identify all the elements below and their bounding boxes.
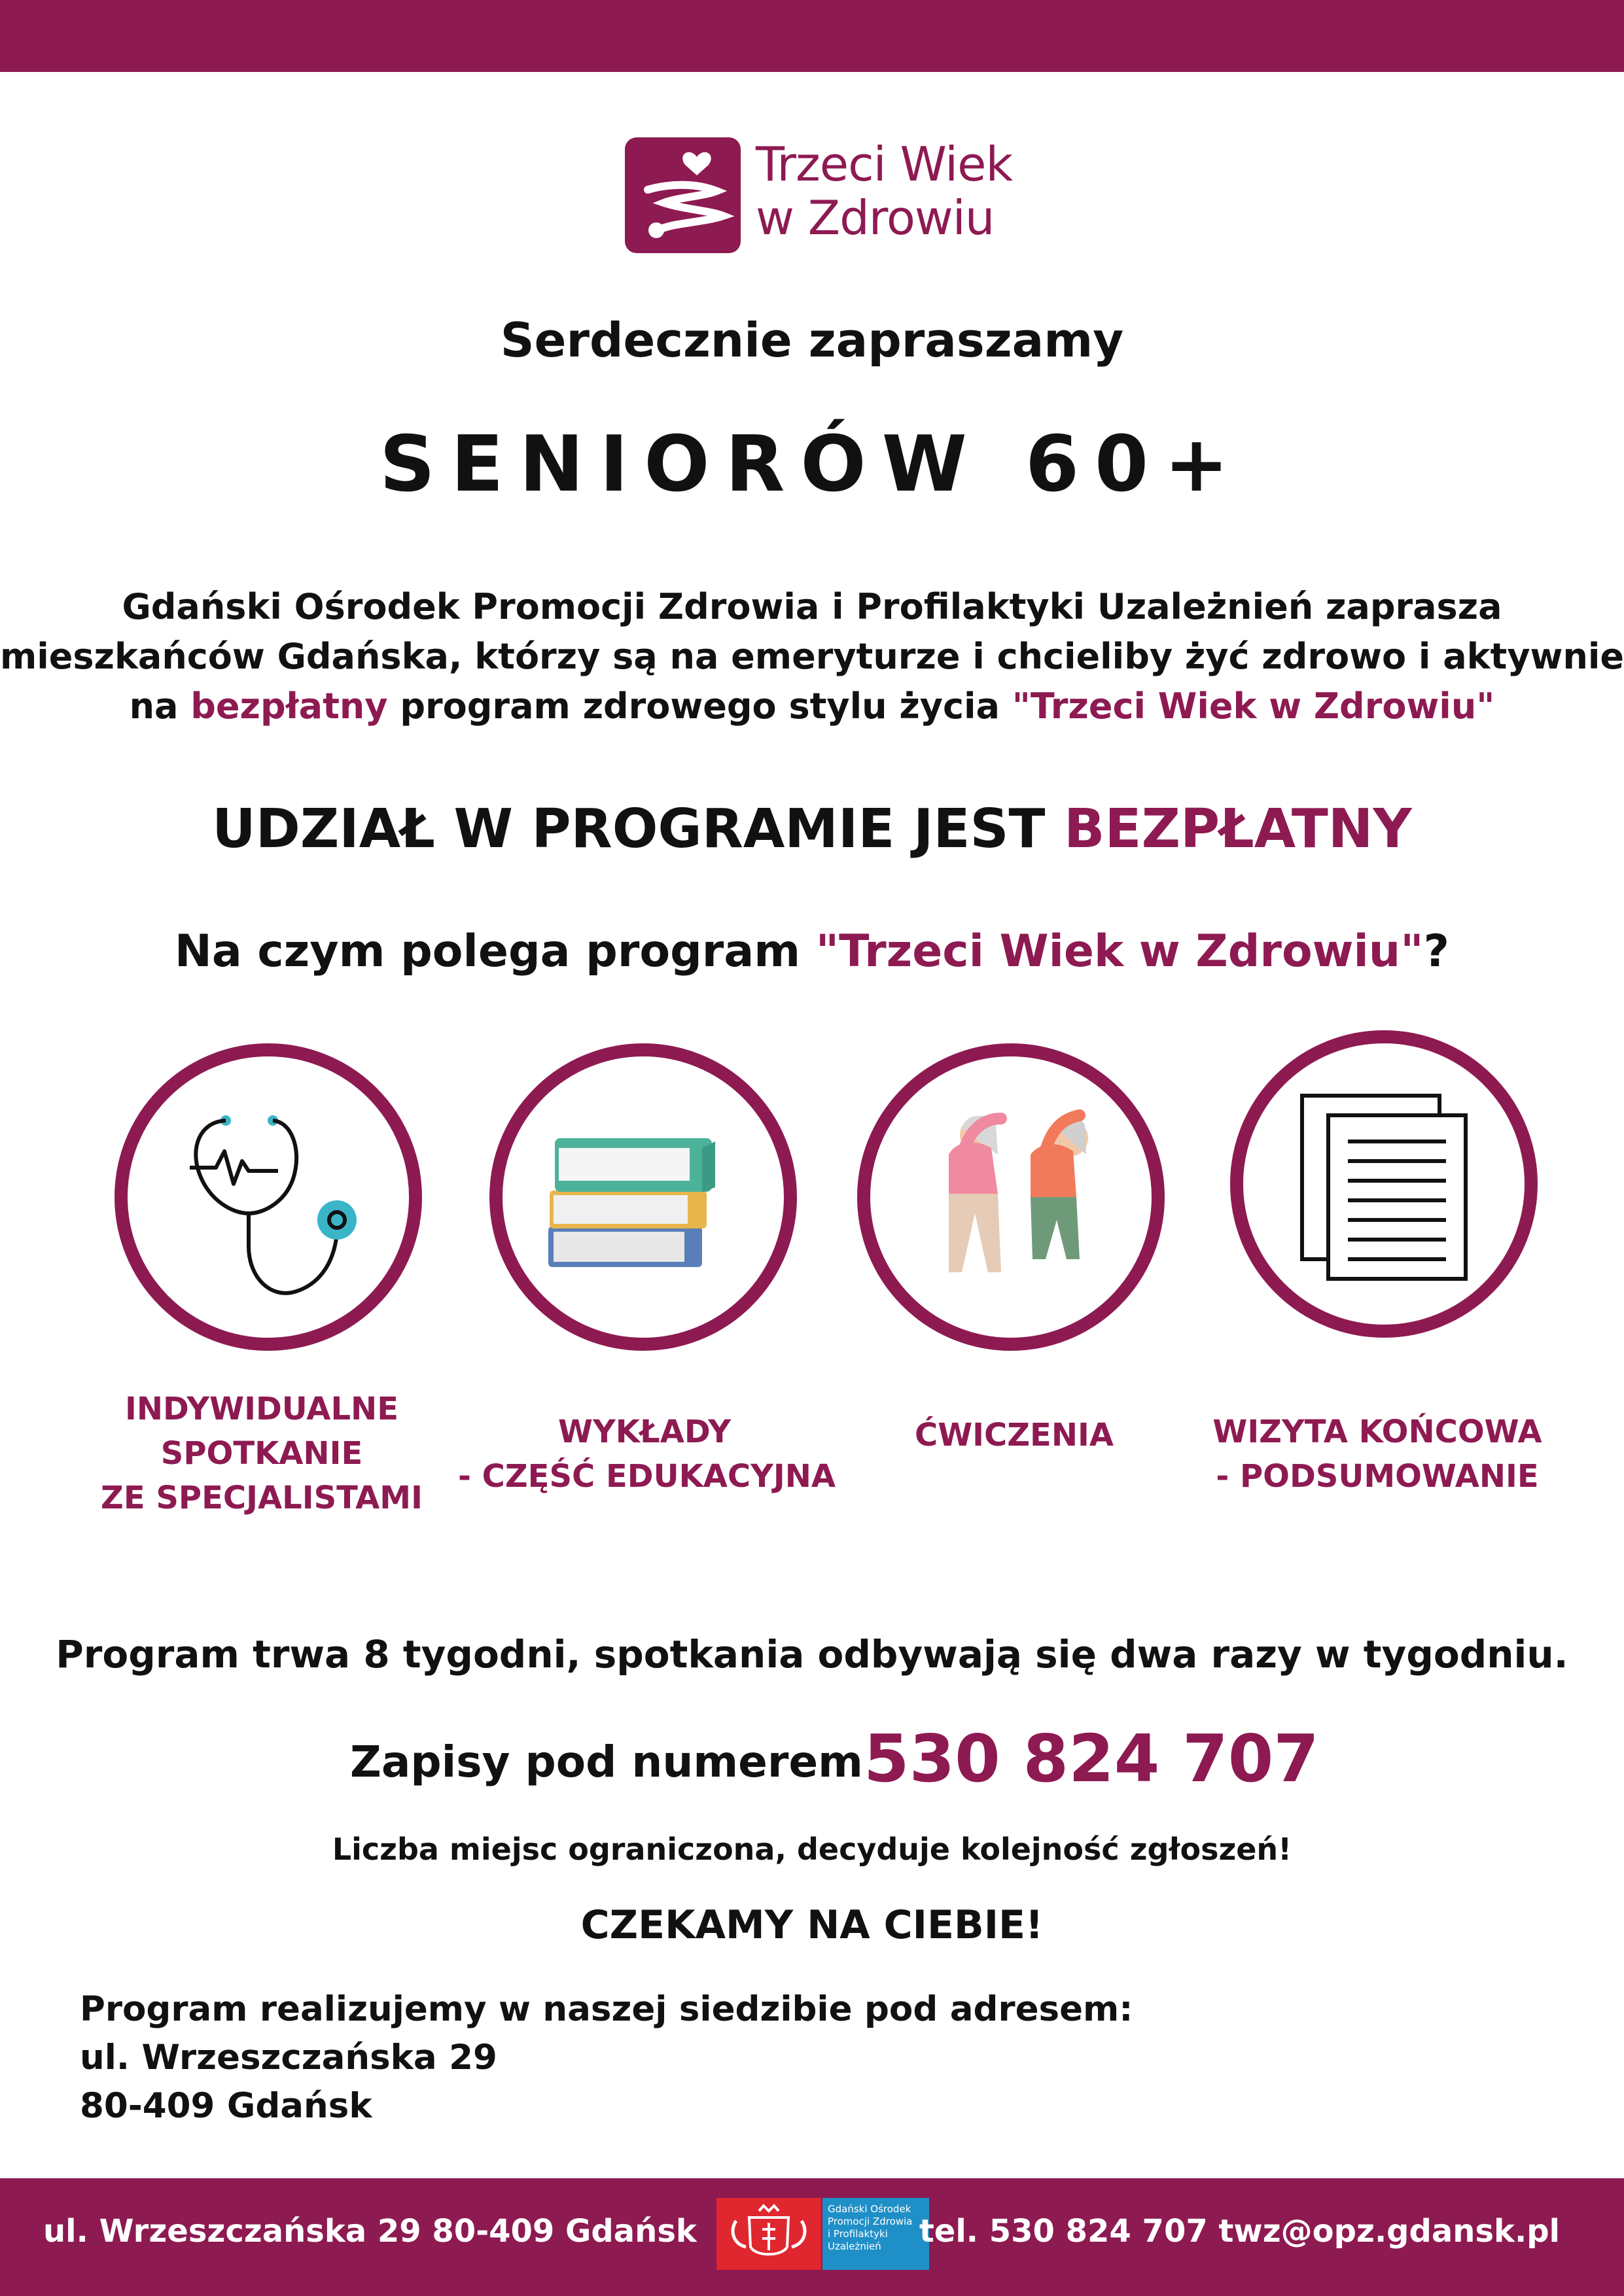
free-participation-heading: [0, 798, 1624, 860]
top-bar: [0, 0, 1624, 72]
footer-logo-line-4: Uzależnień: [828, 2240, 881, 2252]
step-circle-final-visit: [1230, 1030, 1538, 1338]
question-post: ?: [1423, 926, 1450, 977]
intro-line-2: mieszkańców Gdańska, którzy są na emeryturze i chcieliby żyć zdrowo i aktywnie: [0, 636, 1624, 677]
question-pre: Na czym polega program: [174, 926, 816, 977]
step-4-line-2: - PODSUMOWANIE: [1216, 1458, 1539, 1495]
intro-paragraph: [0, 582, 1624, 731]
step-2-line-1: WYKŁADY: [558, 1414, 731, 1450]
step-3-line-1: ĆWICZENIA: [914, 1417, 1114, 1453]
signup-label: Zapisy pod numerem: [350, 1737, 863, 1787]
free-accent: BEZPŁATNY: [1064, 798, 1412, 860]
logo-text: [756, 137, 1012, 245]
step-1-line-2: SPOTKANIE: [160, 1435, 363, 1472]
footer-logo-line-1: Gdański Ośrodek: [828, 2203, 911, 2215]
signup-line: [0, 1720, 1624, 1799]
stethoscope-icon: [128, 1056, 409, 1338]
step-2-line-2: - CZĘŚĆ EDUKACYJNA: [458, 1458, 836, 1495]
program-logo: [625, 137, 1044, 255]
step-circle-lectures: [489, 1043, 797, 1351]
logo-line-2: w Zdrowiu: [756, 190, 995, 245]
footer-contact[interactable]: tel. 530 824 707 twz@opz.gdansk.pl: [919, 2213, 1560, 2250]
intro-line-3-pre: na: [129, 686, 191, 727]
step-1-line-3: ZE SPECJALISTAMI: [101, 1480, 423, 1516]
step-4-line-1: WIZYTA KOŃCOWA: [1212, 1414, 1542, 1450]
intro-line-3: [0, 682, 1624, 731]
intro-free-word: bezpłatny: [190, 686, 388, 727]
intro-program-name: "Trzeci Wiek w Zdrowiu": [1012, 686, 1495, 727]
step-circle-consultation: [115, 1043, 422, 1351]
footer-organization-logo: [716, 2198, 929, 2270]
intro-line-1: Gdański Ośrodek Promocji Zdrowia i Profilaktyki Uzależnień zaprasza: [122, 586, 1502, 627]
footer-logo-line-3: i Profilaktyki: [828, 2228, 888, 2240]
step-circle-exercises: [857, 1043, 1165, 1351]
intro-line-3-mid: program zdrowego stylu życia: [387, 686, 1012, 727]
step-label-final-visit: [1197, 1410, 1557, 1499]
venue-address: [80, 1985, 1133, 2131]
waiting-for-you: CZEKAMY NA CIEBIE!: [580, 1902, 1044, 1948]
step-label-lectures: [458, 1410, 836, 1499]
headline-seniors: SENIORÓW 60+: [379, 419, 1245, 509]
footer-logo-line-2: Promocji Zdrowia: [828, 2216, 913, 2227]
step-1-line-1: INDYWIDUALNE: [125, 1391, 398, 1427]
program-duration: Program trwa 8 tygodni, spotkania odbywają się dwa razy w tygodniu.: [56, 1632, 1568, 1677]
signup-phone-number[interactable]: 530 824 707: [864, 1720, 1319, 1797]
invite-heading: Serdecznie zapraszamy: [500, 313, 1124, 368]
footer-logo-text-block: [822, 2198, 929, 2270]
step-label-consultation: [98, 1387, 425, 1520]
question-accent: "Trzeci Wiek w Zdrowiu": [815, 926, 1424, 977]
program-question: [0, 926, 1624, 977]
free-pre: UDZIAŁ W PROGRAMIE JEST: [212, 798, 1065, 860]
exercise-icon: [870, 1056, 1152, 1338]
footer-address: ul. Wrzeszczańska 29 80-409 Gdańsk: [43, 2213, 697, 2250]
address-line-2: ul. Wrzeszczańska 29: [80, 2038, 497, 2078]
logo-path-heart-icon: [625, 137, 741, 253]
step-label-exercises: [870, 1413, 1158, 1457]
documents-icon: [1243, 1043, 1525, 1325]
books-icon: [503, 1056, 784, 1338]
logo-line-1: Trzeci Wiek: [756, 137, 1013, 192]
limited-places-note: Liczba miejsc ograniczona, decyduje kolejność zgłoszeń!: [332, 1832, 1292, 1867]
address-line-1: Program realizujemy w naszej siedzibie pod adresem:: [80, 1989, 1133, 2029]
address-line-3: 80-409 Gdańsk: [80, 2086, 372, 2126]
gdansk-coat-of-arms-icon: [716, 2198, 821, 2270]
